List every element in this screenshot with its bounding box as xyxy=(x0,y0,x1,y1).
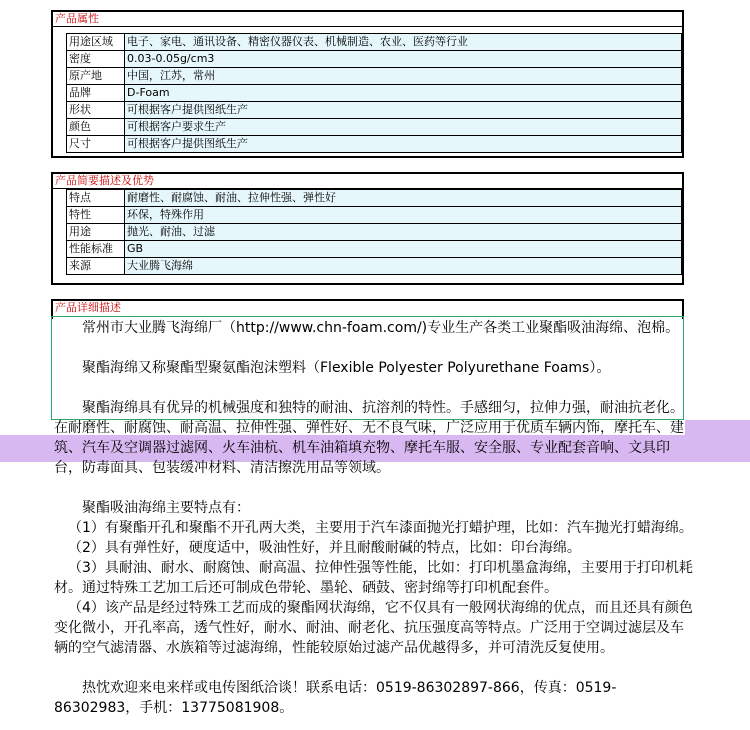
table-row xyxy=(67,136,682,153)
table-row xyxy=(67,51,682,68)
alias-paragraph: 聚酯海绵又称聚酯型聚氨酯泡沫塑料（Flexible Polyester Polyurethane Foams）。 xyxy=(82,360,611,376)
table-row xyxy=(67,119,682,136)
row-value: GB xyxy=(125,241,682,258)
row-value: 中国，江苏，常州 xyxy=(125,68,682,85)
row-label: 性能标准 xyxy=(67,241,125,258)
table-row xyxy=(67,224,682,241)
table-row xyxy=(67,207,682,224)
row-value: 电子、家电、通讯设备、精密仪器仪表、机械制造、农业、医药等行业 xyxy=(125,34,682,51)
section-title-detail: 产品详细描述 xyxy=(55,301,121,314)
row-value: 可根据客户要求生产 xyxy=(125,119,682,136)
row-value: 环保，特殊作用 xyxy=(125,207,682,224)
row-label: 密度 xyxy=(67,51,125,68)
row-label: 特点 xyxy=(67,190,125,207)
table-row xyxy=(67,68,682,85)
table-row xyxy=(67,85,682,102)
intro-paragraph: 常州市大业腾飞海绵厂（http://www.chn-foam.com/)专业生产各类工业聚酯吸油海绵、泡棉。 xyxy=(82,320,680,336)
row-value: 可根据客户提供图纸生产 xyxy=(125,102,682,119)
row-label: 用途 xyxy=(67,224,125,241)
row-label: 来源 xyxy=(67,258,125,275)
row-value: 可根据客户提供图纸生产 xyxy=(125,136,682,153)
attributes-table xyxy=(66,33,682,153)
row-label: 原产地 xyxy=(67,68,125,85)
properties-paragraph: 聚酯海绵具有优异的机械强度和独特的耐油、抗溶剂的特性。手感细匀，拉伸力强，耐油抗老化。在耐磨性、耐腐蚀、耐高温、拉伸性强、弹性好、无不良气味，广泛应用于优质车辆内饰，摩托车、建筑、汽车及空调器过滤网、火车油杭、机车油箱填充物、摩托车服、安全服、专业配套音响、文具印台，防毒面具、包装缓冲材料、清洁擦洗用品等领域。 xyxy=(54,400,684,476)
table-row xyxy=(67,102,682,119)
row-value: 耐磨性、耐腐蚀、耐油、拉伸性强、弹性好 xyxy=(125,190,682,207)
row-value: 大业腾飞海绵 xyxy=(125,258,682,275)
section-title-brief: 产品简要描述及优势 xyxy=(53,174,682,189)
table-row xyxy=(67,241,682,258)
contact-paragraph: 热忱欢迎来电来样或电传图纸洽谈！联系电话：0519-86302897-866，传真：0519-86302983，手机：13775081908。 xyxy=(54,680,617,716)
row-label: 用途区域 xyxy=(67,34,125,51)
brief-table xyxy=(66,189,682,275)
feature-item-4: （4）该产品是经过特殊工艺而成的聚酯网状海绵，它不仅具有一般网状海绵的优点，而且还具有颜色变化微小，开孔率高，透气性好，耐水、耐油、耐老化、抗压强度高等特点。广泛用于空调过滤层及车辆的空气滤清器、水族箱等过滤海绵，性能较原始过滤产品优越得多，并可清洗反复使用。 xyxy=(54,600,693,656)
row-label: 颜色 xyxy=(67,119,125,136)
section-title-attributes: 产品属性 xyxy=(53,12,682,27)
row-label: 尺寸 xyxy=(67,136,125,153)
table-row xyxy=(67,34,682,51)
detail-text xyxy=(54,318,694,718)
row-label: 品牌 xyxy=(67,85,125,102)
row-label: 形状 xyxy=(67,102,125,119)
feature-item-3: （3）具耐油、耐水、耐腐蚀、耐高温、拉伸性强等性能，比如：打印机墨盒海绵，主要用于打印机耗材。通过特殊工艺加工后还可制成色带轮、墨轮、硒鼓、密封绵等打印机配套件。 xyxy=(54,560,693,596)
feature-item-2: （2）具有弹性好，硬度适中，吸油性好，并且耐酸耐碱的特点，比如：印台海绵。 xyxy=(68,540,581,556)
table-row xyxy=(67,190,682,207)
feature-item-1: （1）有聚酯开孔和聚酯不开孔两大类，主要用于汽车漆面抛光打蜡护理，比如：汽车抛光打蜡海绵。 xyxy=(68,520,693,536)
row-label: 特性 xyxy=(67,207,125,224)
highlight-stripe-right xyxy=(685,420,750,462)
table-row xyxy=(67,258,682,275)
features-heading: 聚酯吸油海绵主要特点有： xyxy=(82,500,250,516)
row-value: 抛光、耐油、过滤 xyxy=(125,224,682,241)
row-value: 0.03-0.05g/cm3 xyxy=(125,51,682,68)
row-value: D-Foam xyxy=(125,85,682,102)
